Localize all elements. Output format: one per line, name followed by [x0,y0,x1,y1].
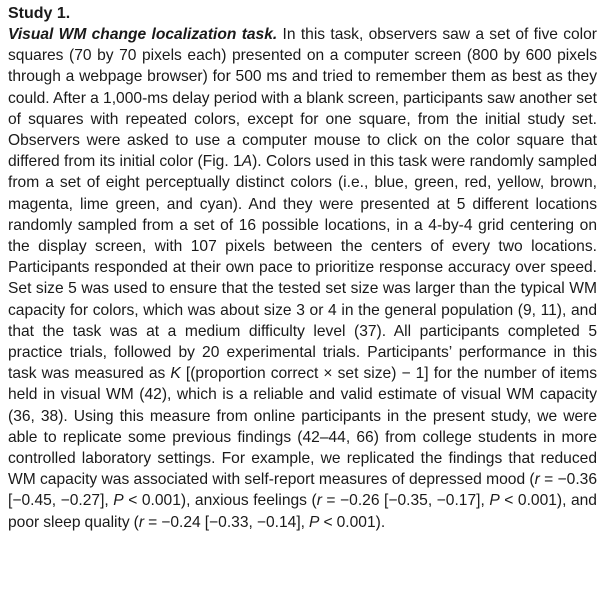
stat-mood-p: < 0.001), anxious feelings ( [123,492,317,510]
section-heading: Study 1. [8,5,71,22]
stat-sleep-r: = −0.24 [−0.33, −0.14], [144,513,310,531]
text-run-1: In this task, observers saw a set of five color squares (70 by 70 pixels each) presented on a computer screen (800 by 600 pixels through a webpage browser) for 500 ms and tried to remember them as best as they could. After a 1,000-ms delay period with a blank screen, participants saw another set of squares with repeated colors, except for one square, from the initial study set. Observers were asked to use a computer mouse to click on the color square that differed from its initial color (Fig. 1 [8,26,597,171]
stat-anxiety-p: < 0.001), and poor sleep quality ( [8,492,597,531]
r-symbol-anxiety: r [316,492,322,510]
k-symbol: K [170,365,181,383]
text-run-2: ). Colors used in this task were randomly sampled from a set of eight perceptually distinct colors (i.e., blue, green, red, yellow, brown, magenta, lime green, and cyan). And they were presented at 5 different locations randomly sampled from a set of 16 possible locations, in a 4-by-4 grid centering on the display screen, with 107 pixels between the centers of every two locations. Participants responded at their own pace to prioritize response accuracy over speed. Set size 5 was used to ensure that the tested set size was larger than the typical WM capacity for colors, which was about size 3 or 4 in the general population (9, 11), and that the task was at a medium difficulty level (37). All participants completed 5 practice trials, followed by 20 experimental trials. Participants’ performance in this task was measured as [8,153,597,383]
text-run-3: [(proportion correct × set size) − 1] for the number of items held in visual WM (42), which is a reliable and valid estimate of visual WM capacity (36, 38). Using this measure from online participants in the present study, we were able to replicate some previous findings (42–44, 66) from college students in more controlled laboratory settings. For example, we replicated the findings that reduced WM capacity was associated with self-report measures of depressed mood ( [8,365,597,489]
paragraph-lead-in: Visual WM change localization task. [8,26,278,43]
p-symbol-mood: P [113,492,124,510]
stat-sleep-p: < 0.001). [319,513,386,531]
r-symbol-sleep: r [138,513,145,531]
r-symbol-mood: r [534,471,540,489]
p-symbol-anxiety: P [489,492,500,510]
body-paragraph [8,24,597,533]
p-symbol-sleep: P [309,513,320,531]
stat-mood-r: = −0.36 [−0.45, −0.27], [8,471,597,510]
figure-panel-ref: A [241,153,253,171]
stat-anxiety-r: = −0.26 [−0.35, −0.17], [321,492,490,510]
